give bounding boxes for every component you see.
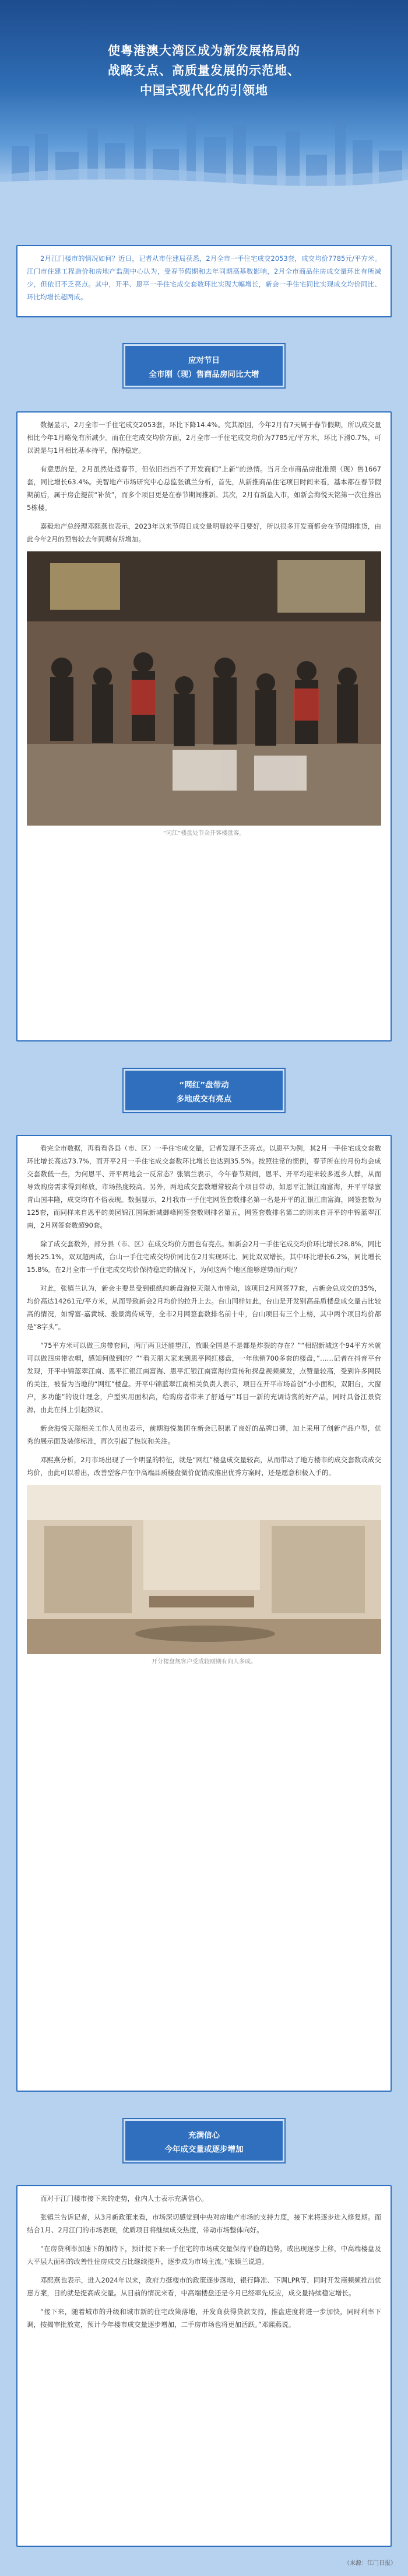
section-3-tag-line-1: 充满信心 [188,2131,220,2140]
section-3-card [16,2185,392,2547]
section-3-tag-line-2: 今年成交量或逐步增加 [164,2145,244,2154]
skyline-illustration [0,105,408,193]
intro-card [16,245,392,317]
section-1-tag-line-2: 全市刚（现）售商品房同比大增 [149,370,259,379]
section-tag-3 [124,2119,284,2162]
paragraph: 张镇兰告诉记者，从3月新政策来看，市场深切感觉到中央对房地产市场的支持力度，接下来将逐步进入修复期。而结合1月、2月江门的市场表现，优质项目将继续成交热度，带动市场整体向好。 [27,2213,381,2234]
section-2-tag-line-2: 多地成交有亮点 [176,1095,232,1104]
showroom-photo [27,1485,381,1654]
page-title [0,41,408,100]
intro-paragraph: 2月江门楼市的情况如何？近日，记者从市住建局获悉，2月全市一手住宅成交2053套，成交均价7785元/平方米。江门市住建工程造价和房地产监测中心认为，受春节假期和去年同期高基数影响，2月全市商品住房成交量环比有所减少，但依旧不乏亮点。其中，开平、恩平一手住宅成交套数环比实现大幅增长，新会一手住宅同比实现成交均价同比、环比均增长超两成。 [27,254,381,301]
paragraph: 看完全市数据，再看看各县（市、区）一手住宅成交量，记者发现不乏亮点。以恩平为例，其2月一手住宅成交套数环比增长高达73.7%，而开平2月一手住宅成交套数环比增长也达到35.5%。按照往常的惯例，春节所在的月份均会成交套数低一些，为何恩平、开平两地会一反常态？张镇兰表示，今年春节期间，恩平、开平均迎来较多返乡人群，从而导致购房需求得到释放，市场热度较高。另外，两地成交套数增常较高个项目带动，如恩平汇银江南富海，开平平绿蜜青山国丰隆，成交均有不俗表现。数据显示，2月我市一手住宅网签套数排名第一名是开平的汇银江南富海，网签套数为125套，而同样来自恩平的美园锦江国际新城御峰网签套数则排名第五，网签套数排名第二的则来自开平的中锦蓝翠江南，2月网签套数超90套。 [27,1144,381,1229]
section-1-tag-line-1: 应对节日 [188,356,220,365]
paragraph: 除了成交套数外，部分县（市、区）在成交均价方面也有亮点。如新会2月一手住宅成交均价环比增长28.8%，同比增长25.1%，双双超两成，台山一手住宅成交均价同比在2月实现环比、同比双双增长，其中环比增长6.2%，同比增长15.8%。在2月全市一手住宅成交均价保持稳定的情况下，为何这两个地区能够逆势而行呢？ [27,1240,381,1274]
section-1-card [16,411,392,1041]
photo-caption: “同江”楼盘处节众开客楼盘客。 [163,830,245,837]
source-credit: （来源：江门日报） [344,2560,396,2567]
paragraph: 邓熙燕也表示，进入2024年以来，政府力挺楼市的政策逐步落地，银行降准、下调LPR等，同时开发商频频推出优惠方案，目的就是提高成交量。从目前的情况来看，中高端楼盘还是今月已经率先反应，成交量持续稳定增长。 [27,2276,381,2297]
paragraph: 有意思的是，2月虽然处适春节，但依旧挡挡不了开发商们“上新”的热情。当月全市商品房批准预（现）售1667套，同比增长63.4%。美智地产市场研究中心总监张镇兰分析，首先，从新推商品住宅项目时间来看，基本都在春节假期前后，属于房企提前“补货”，而多个项目更是在春节期间推新。其次，2月有新盘入市，如新会海悦天铭第一次住推出5栋楼。 [27,465,381,512]
paragraph: “75平方米可以做三房带套间，两厅两卫还能望江，放眼全国是不是都是炸裂的存在？”“相绍新城这个94平方米就可以做四房带衣帽，感知何做到的？”“看天朋大家来到恩平网红楼盘，一年他销700多套的楼盘，”……记者在抖音平台发现，开平中锦蓝翠江南、恩平汇银江南富海、恩平汇银江南富海的宣传和探盘视频频发，点赞量较高，受到许多网民的关注，被誉为当地的“网红”楼盘。开平中锦蓝翠江南相关负责人表示，项目在开平市场首创“小小面积，双阳台，大窗户，多功能”的设计理念，户型实用面积高，给购房者带来了舒适与“耳目一新的充调诗赏的好产品，同时具备江景资源，由此在抖上引起热议。 [27,1341,381,1414]
paragraph: “接下来，随着城市的升级和城市新的住宅政策落地，开发商获得贷款支持，推盘进度将进一步加快，同时利率下调，按揭审批放宽，预计今年楼市成交量逐步增加，二手房市场也将更加活跃。”邓熙燕说。 [27,2308,381,2329]
paragraph: 嘉毅地产总经理邓熙燕也表示，2023年以来节假日成交量明显较平日要好，所以很多开发商都会在节假期推货，由此今年2月的预售较去年同期有所增加。 [27,522,381,543]
header-banner [0,0,408,193]
section-2-card [16,1135,392,2092]
title-line-3: 中国式现代化的引领地 [140,83,268,97]
sales-office-photo [27,551,381,826]
section-tag-1 [124,344,284,387]
crowd-photo-illustration [27,551,381,826]
photo-caption: 开分楼盘规客户受成较刚期有向人多成。 [152,1659,256,1665]
paragraph: 邓熙燕分析，2月市场出现了一个明显的特征，就是“网红”楼盘成交量较高，从而带动了地方楼市的成交套数或成交均价，由此可以看出，改善型客户在中高端品质楼盘微价促销成推出优秀方案时，还是愿意积极入手的。 [27,1456,381,1477]
paragraph: 而对于江门楼市接下来的走势，业内人士表示充满信心。 [40,2194,208,2203]
paragraph: 数据显示，2月全市一手住宅成交2053套，环比下降14.4%。究其原因，今年2月有7天属于春节假期，所以成交量相比今年1月略免有所减少。而在住宅成交均价方面，2月全市一手住宅成交均价为7785元/平方米，环比下滑0.7%，可以说是与1月相比基本持平，保持稳定。 [27,421,381,455]
paragraph: 新会海悦天璟相关工作人员也表示，前期海悦集团在新会已积累了良好的品牌口碑，加上采用了创新产品户型，优秀的展示面及装修标准，再次引起了热议和关注。 [27,1424,381,1445]
title-line-2: 战略支点、高质量发展的示范地、 [108,64,300,78]
paragraph: 对此，张镇兰认为，新会主要是受到银纸纯新盘海悦天璟入市带动，该项目2月网签77套，占新会总成交的35%，均价高达14261元/平方米，从而导致新会2月均价的拉升上去。台山同样如此，台山是开发别高品质楼盘成交量占比较高的情况，如博富-嘉黄城、骏景湾传成等，全市2月网签套数排名前十中，台山项目有三个上榜，其中两个项目均价都是“8字头”。 [27,1284,381,1331]
showroom-photo-illustration [27,1485,381,1654]
paragraph: “在房贷利率加速下的加持下，预计接下来一手住宅的市场成交量保持平稳的趋势，或出现逐步上移，中高端楼盘及大平层大面积的改善性住房成交占比继续提升，逐步成为市场主流。”张镇兰说道。 [27,2245,381,2266]
title-line-1: 使粤港澳大湾区成为新发展格局的 [108,44,300,58]
section-tag-2 [124,1069,284,1112]
section-2-tag-line-1: “网红”盘带动 [179,1081,229,1090]
